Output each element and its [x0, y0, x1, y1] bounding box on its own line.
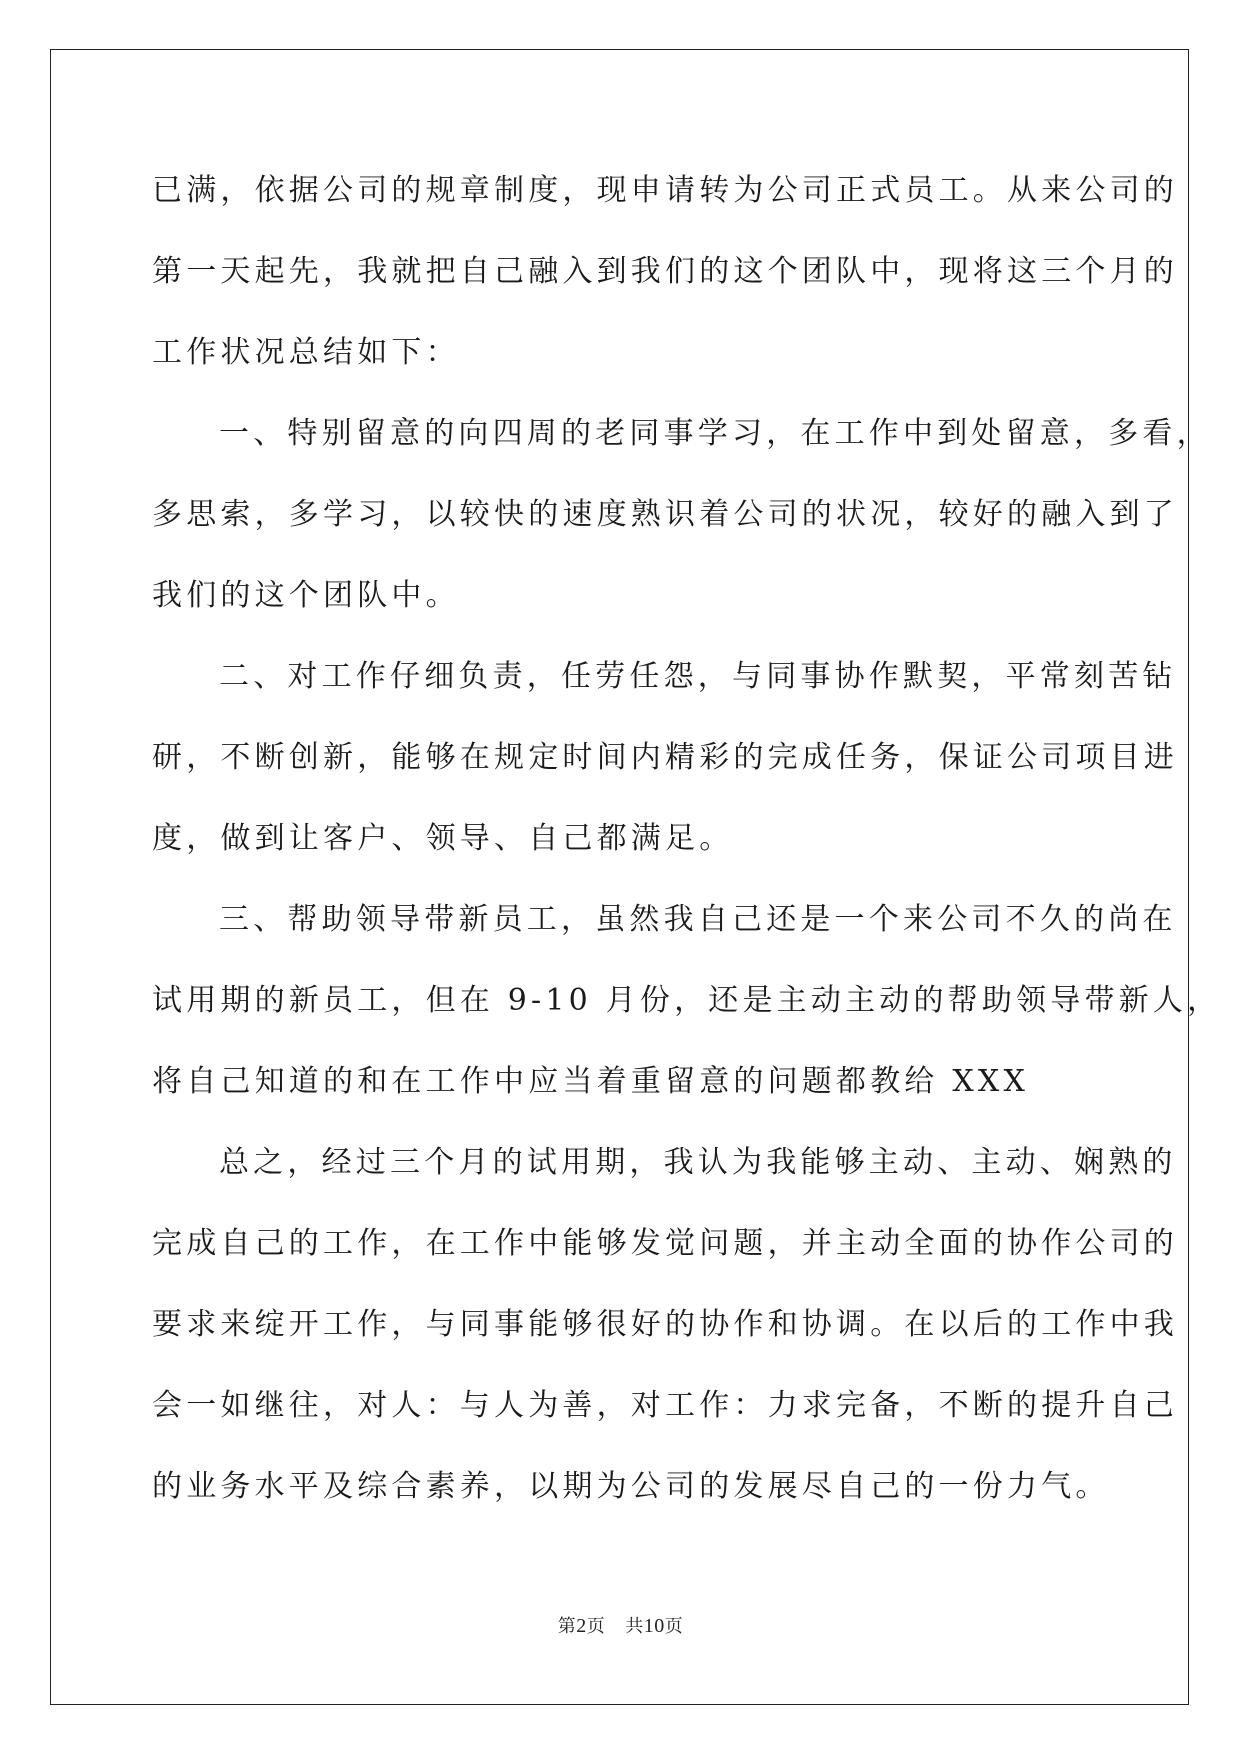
text-line-3: 工作状况总结如下： [152, 335, 460, 370]
text-line-14: 完成自己的工作，在工作中能够发觉问题，并主动全面的协作公司的 [152, 1226, 1178, 1261]
total-suffix: 页 [664, 1616, 684, 1636]
text-line-6: 我们的这个团队中。 [152, 578, 460, 613]
text-line-16: 会一如继往，对人：与人为善，对工作：力求完备，不断的提升自己 [152, 1388, 1178, 1423]
text-line-12: 将自己知道的和在工作中应当着重留意的问题都教给 XXX [152, 1064, 1030, 1099]
text-line-11: 试用期的新员工，但在 9-10 月份，还是主动主动的帮助领导带新人， [152, 983, 1222, 1018]
total-prefix: 共 [625, 1616, 644, 1636]
text-line-17: 的业务水平及综合素养，以期为公司的发展尽自己的一份力气。 [152, 1469, 1110, 1504]
text-line-8: 研，不断创新，能够在规定时间内精彩的完成任务，保证公司项目进 [152, 740, 1178, 775]
text-line-15: 要求来绽开工作，与同事能够很好的协作和协调。在以后的工作中我 [152, 1307, 1178, 1342]
total-page-count: 10 [643, 1615, 665, 1637]
text-line-5: 多思索，多学习，以较快的速度熟识着公司的状况，较好的融入到了 [152, 497, 1178, 532]
text-line-9: 度，做到让客户、领导、自己都满足。 [152, 821, 734, 856]
text-line-2: 第一天起先，我就把自己融入到我们的这个团队中，现将这三个月的 [152, 254, 1178, 289]
page-suffix: 页 [586, 1616, 606, 1636]
page-prefix: 第 [557, 1616, 577, 1636]
current-page-number: 2 [576, 1615, 587, 1637]
text-line-1: 已满，依据公司的规章制度，现申请转为公司正式员工。从来公司的 [152, 173, 1178, 208]
document-body [152, 150, 1222, 1527]
page-number-footer [0, 1612, 1241, 1638]
text-line-4: 一、特别留意的向四周的老同事学习，在工作中到处留意，多看， [219, 416, 1211, 451]
text-line-13: 总之，经过三个月的试用期，我认为我能够主动、主动、娴熟的 [219, 1145, 1177, 1180]
text-line-10: 三、帮助领导带新员工，虽然我自己还是一个来公司不久的尚在 [219, 902, 1177, 937]
text-line-7: 二、对工作仔细负责，任劳任怨，与同事协作默契，平常刻苦钻 [219, 659, 1177, 694]
